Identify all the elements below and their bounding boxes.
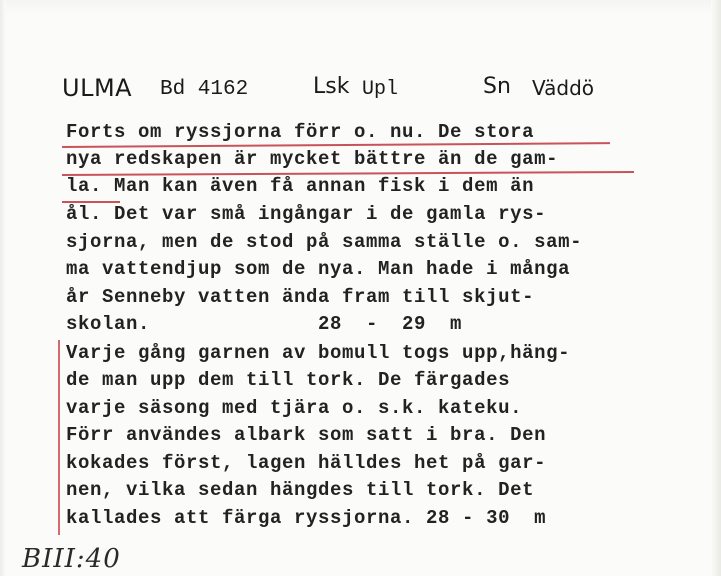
text-line-2: nya redskapen är mycket bättre än de gam- — [66, 148, 559, 170]
text-line-13: kokades först, lagen hälldes het på gar- — [66, 452, 547, 474]
text-line-5: sjorna, men de stod på samma ställe o. sam- — [66, 231, 583, 253]
parish-label: Sn — [483, 74, 511, 99]
text-line-14: nen, vilka sedan hängdes till tork. Det — [66, 479, 535, 501]
text-line-15: kallades att färga ryssjorna. 28 - 30 m — [66, 507, 547, 529]
parish-value: Väddö — [532, 76, 595, 100]
text-line-4: ål. Det var små ingångar i de gamla rys- — [66, 203, 547, 225]
text-line-6: ma vattendjup som de nya. Man hade i många — [66, 258, 571, 280]
text-line-10: de man upp dem till tork. De färgades — [66, 369, 511, 391]
text-line-8: skolan. 28 - 29 m — [66, 313, 463, 335]
text-line-1: Forts om ryssjorna förr o. nu. De stora — [66, 121, 535, 143]
archive-name: ULMA — [62, 74, 133, 102]
text-line-12: Förr användes albark som satt i bra. Den — [66, 424, 547, 446]
text-line-9: Varje gång garnen av bomull togs upp,häng- — [66, 342, 571, 364]
area-label: Lsk — [313, 74, 350, 99]
handwritten-signature: BIII:40 — [22, 544, 121, 574]
text-line-11: varje säsong med tjära o. s.k. kateku. — [66, 397, 523, 419]
record-code: Bd 4162 — [160, 78, 249, 101]
area-value: Upl — [362, 78, 399, 101]
text-line-3: la. Man kan även få annan fisk i dem än — [66, 175, 535, 197]
text-line-7: år Senneby vatten ända fram till skjut- — [66, 286, 535, 308]
